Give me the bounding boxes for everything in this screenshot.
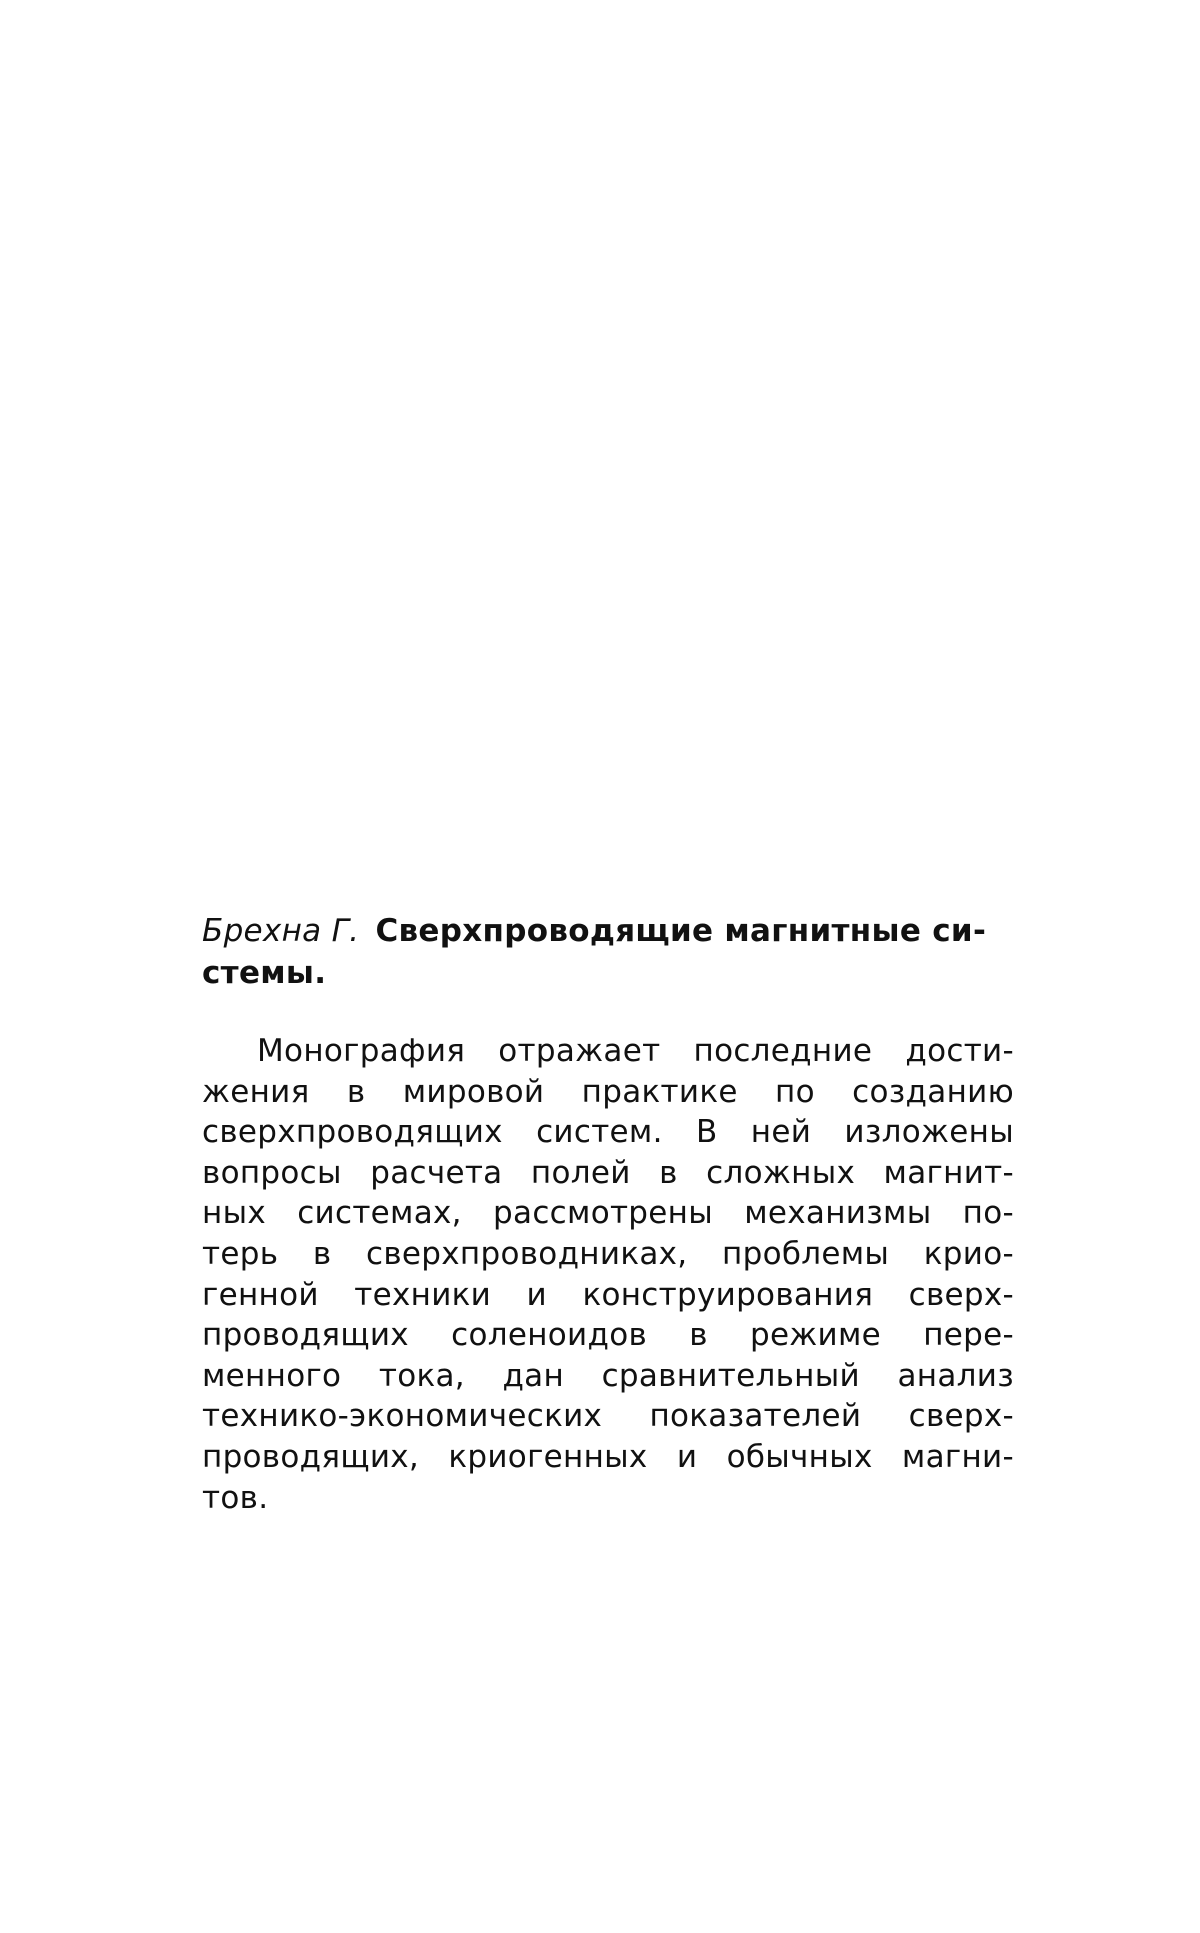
abstract-line: вопросы расчета полей в сложных магнит- [202,1154,1014,1191]
abstract-line: терь в сверхпроводниках, проблемы крио- [202,1235,1014,1272]
book-title-line-1: Сверхпроводящие магнитные си- [375,913,987,949]
abstract-line: технико-экономических показателей сверх- [202,1398,1014,1435]
book-title-line-2: стемы. [202,955,327,991]
abstract-line: проводящих, криогенных и обычных магни- [202,1438,1014,1475]
author-name: Брехна Г. [202,913,360,949]
abstract-line: тов. [202,1479,269,1516]
abstract-line: менного тока, дан сравнительный анализ [202,1357,1014,1394]
abstract-line: сверхпроводящих систем. В ней изложены [202,1114,1014,1151]
abstract-line: проводящих соленоидов в режиме пере- [202,1317,1014,1354]
abstract-line: жения в мировой практике по созданию [202,1073,1014,1110]
bibliographic-heading [202,910,1014,994]
abstract-line: генной техники и конструирования сверх- [202,1276,1014,1313]
abstract-line: Монография отражает последние дости- [257,1033,1014,1069]
annotation-block [202,910,1014,1518]
abstract-line: ных системах, рассмотрены механизмы по- [202,1195,1014,1232]
abstract-paragraph [202,1031,1014,1518]
